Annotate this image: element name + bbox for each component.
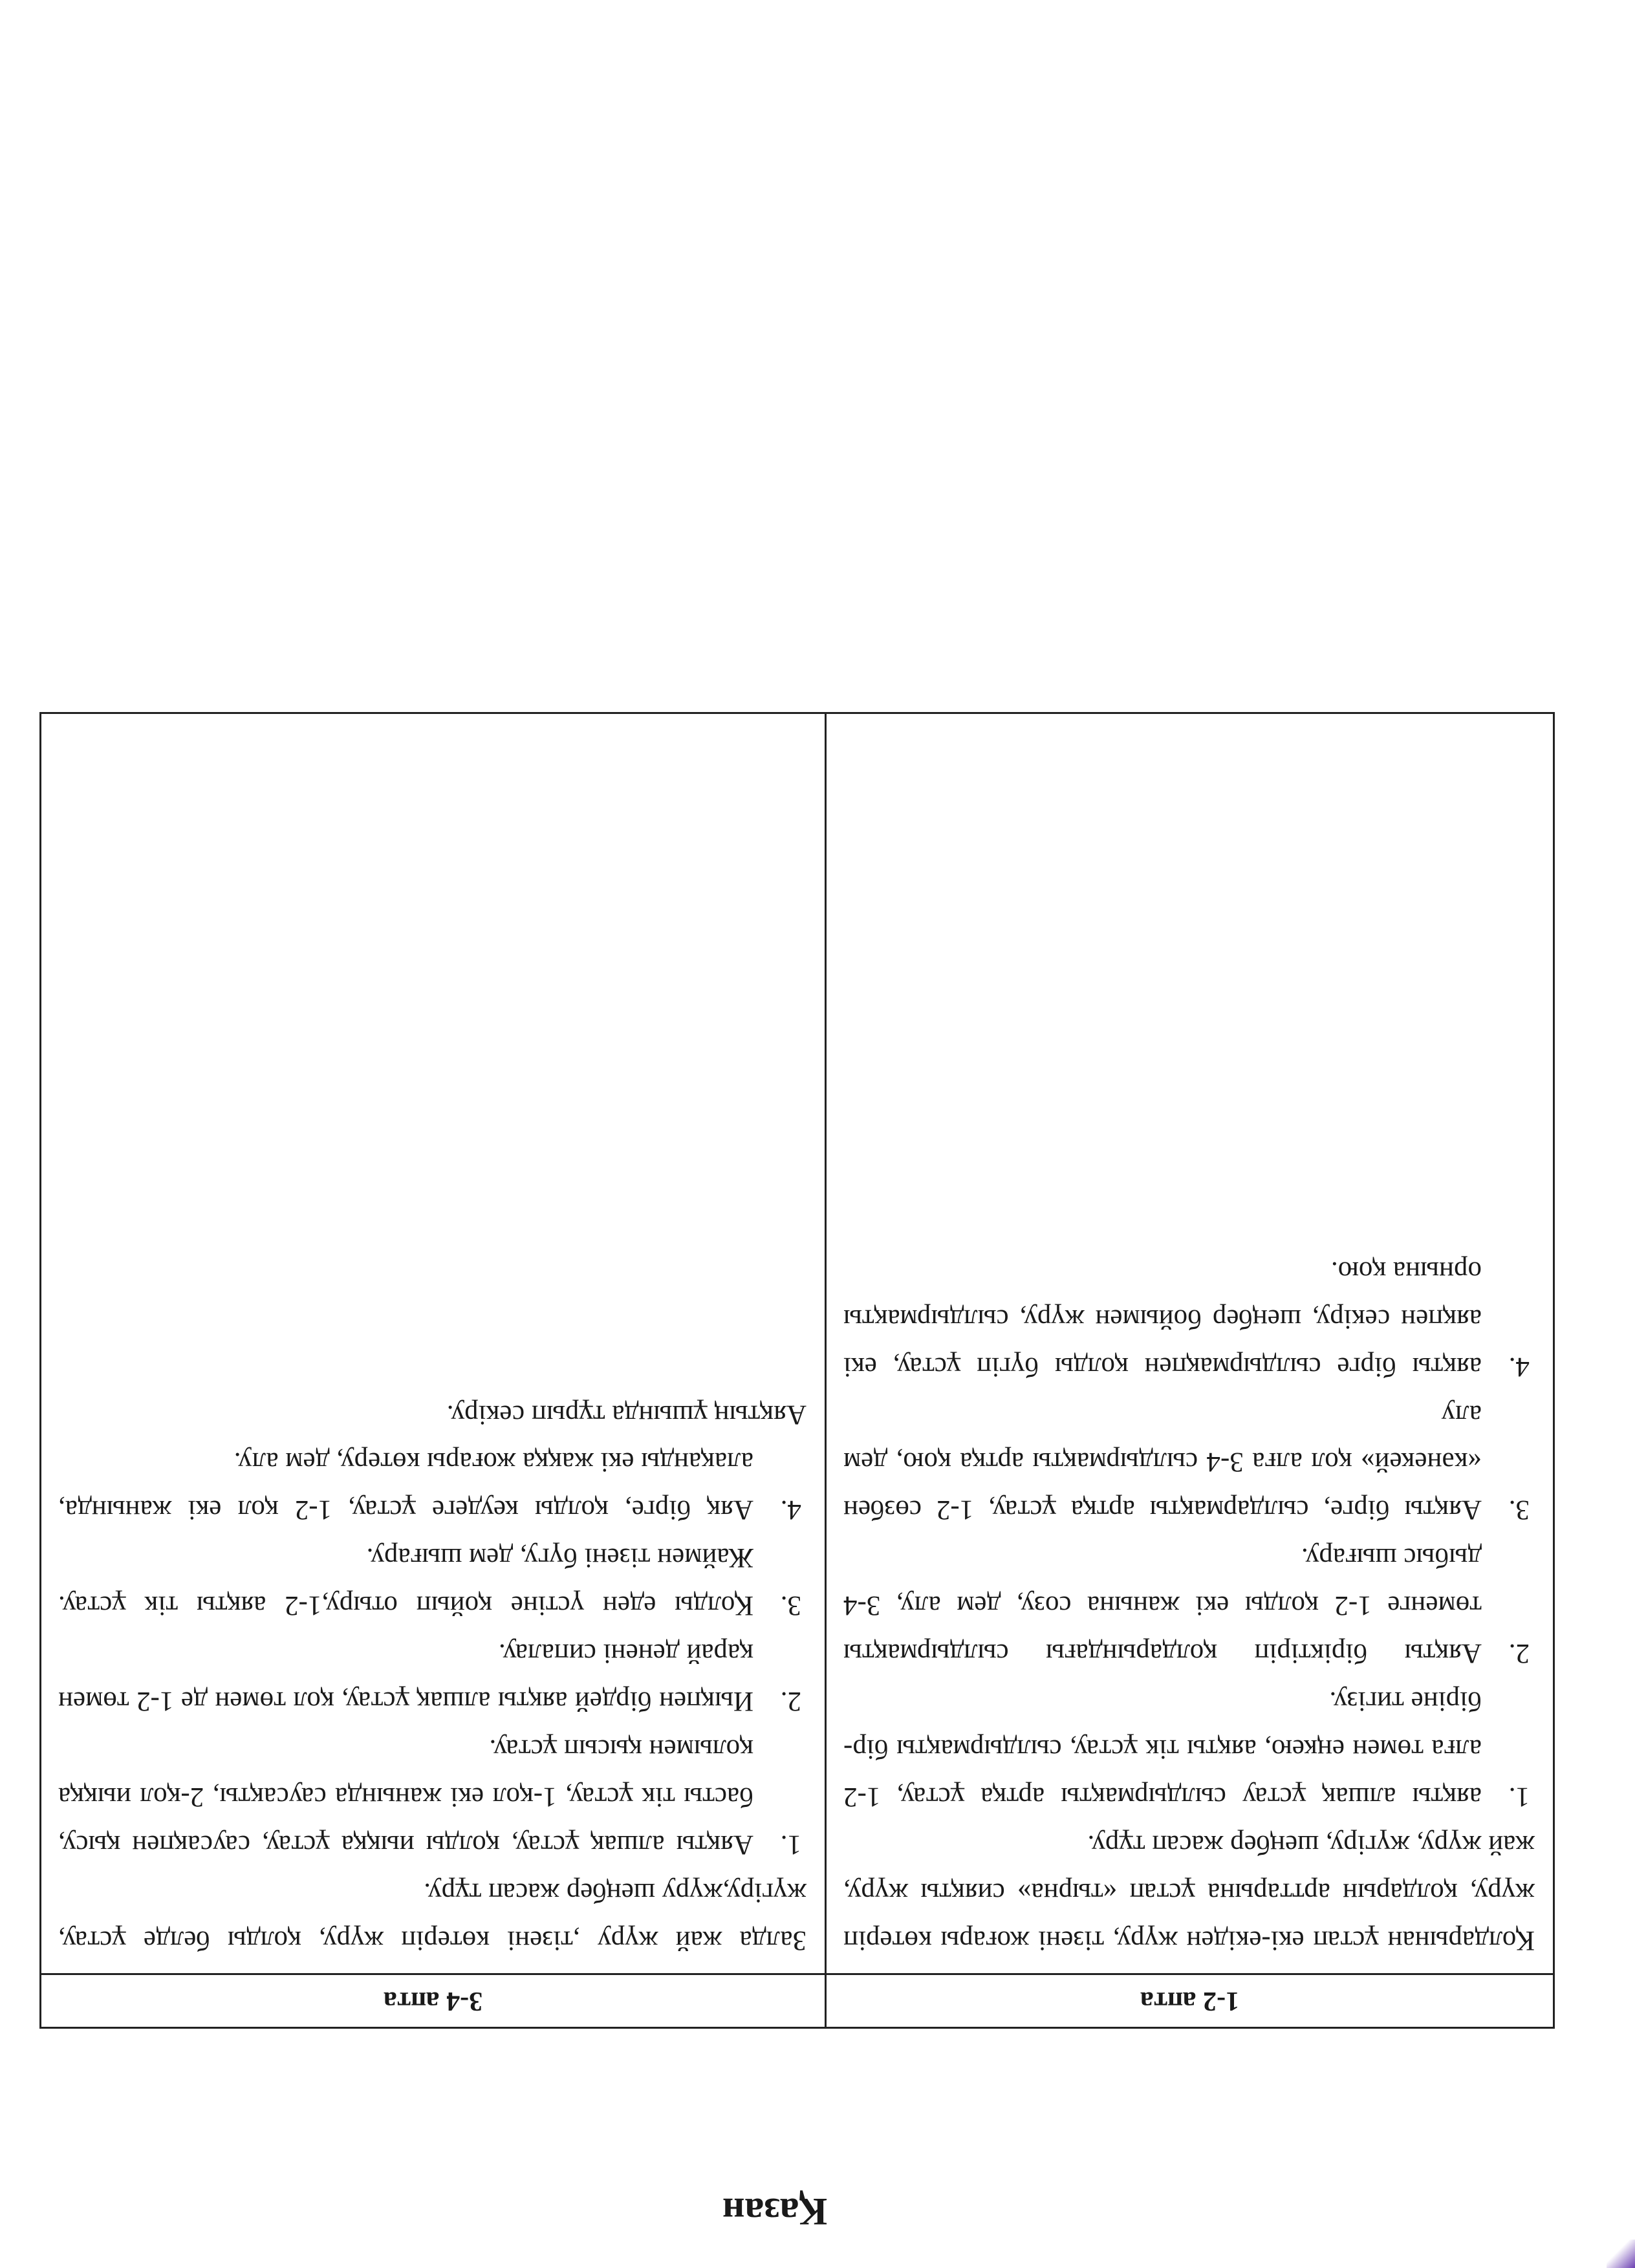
exercise-list [58,1438,807,1869]
exercise-number: 2. [780,1686,801,1717]
exercise-number: 4. [1508,1351,1530,1382]
exercise-text: Аяқ бірге, қолды кеудеге ұстау, 1-2 қол екі жанында, алақанды екі жаққа жоғары көтеру, дем алу. [58,1447,753,1526]
exercise-number: 1. [1508,1782,1530,1813]
exercise-text: аяқты алшақ ұстау сылдырмақты артқа ұстау, 1-2 алға төмен еңкею, аяқты тік ұстау, сылдырмақты бір-біріне тигізу. [843,1686,1482,1813]
exercise-item [843,1390,1535,1534]
exercise-number: 3. [780,1590,801,1621]
cell-weeks-1-2 [826,713,1554,1974]
scan-edge-mark [1607,2240,1635,2268]
exercise-item [58,1629,807,1725]
exercise-item [843,1677,1535,1820]
exercise-number: 4. [780,1495,801,1526]
exercise-text: Аяқты бірге, сылдармақты артқа ұстау, 1-2 сөзбен «кәнекей» қол алға 3-4 сылдырмақты артқа қою, дем алу [843,1399,1482,1526]
closing-text: Аяқтың ұшында тұрып секіру. [446,1399,807,1430]
exercise-number: 1. [780,1830,801,1861]
cell-weeks-3-4 [41,713,826,1974]
intro-text: Залда жай жүру ,тізені көтеріп жүру, қолды белде ұстау, жүгіру,жүру шеңбер жасап тұру. [58,1877,807,1956]
exercise-item [58,1533,807,1629]
intro-text: Қолдарынан ұстап екі-екіден жүру, тізені жоғары көтеріп жүру, қолдарын арттарына ұстап «тырна» сияқты жүру, жай жүру, жүгіру, шеңбер жасап тұру. [843,1830,1535,1956]
exercise-item [58,1438,807,1534]
exercise-number: 2. [1508,1638,1530,1669]
column-header-weeks-3-4: 3-4 апта [41,1974,826,2028]
table-header-row [41,1974,1554,2028]
exercise-number: 3. [1508,1495,1530,1526]
exercise-text: Иықпен бірдей аяқты алшақ ұстау, қол төмен де 1-2 төмен қарай денені сипалау. [58,1638,753,1717]
column-header-weeks-1-2: 1-2 апта [826,1974,1554,2028]
exercise-text: Аяқты біріктіріп қолдарындағы сылдырмақты төменге 1-2 қолды екі жанына созу, дем алу, 3-4 дыбыс шығару. [843,1542,1482,1669]
document-title: Қазан [722,2190,828,2233]
exercise-text: Қолды еден үстіне қойып отыру,1-2 аяқты тік ұстау. Жаймен тізені бүгу, дем шығару. [58,1542,753,1621]
exercise-item [843,1247,1535,1390]
weekly-plan-table [39,712,1555,2029]
exercise-item [843,1533,1535,1677]
exercise-item [58,1725,807,1868]
exercise-text: Аяқты алшақ ұстау, қолды иыққа ұстау, саусақпен қысу, басты тік ұстау, 1-қол екі жанында саусақты, 2-қол иыққа қолымен қысып ұстау. [58,1734,753,1861]
exercise-text: аяқты бірге сылдырмақпен қолды бүгіп ұстау, екі аяқпен секіру, шеңбер бойымен жүру, сылдырмақты орнына қою. [843,1255,1482,1382]
table-body-row [41,713,1554,1974]
exercise-list [843,1247,1535,1820]
